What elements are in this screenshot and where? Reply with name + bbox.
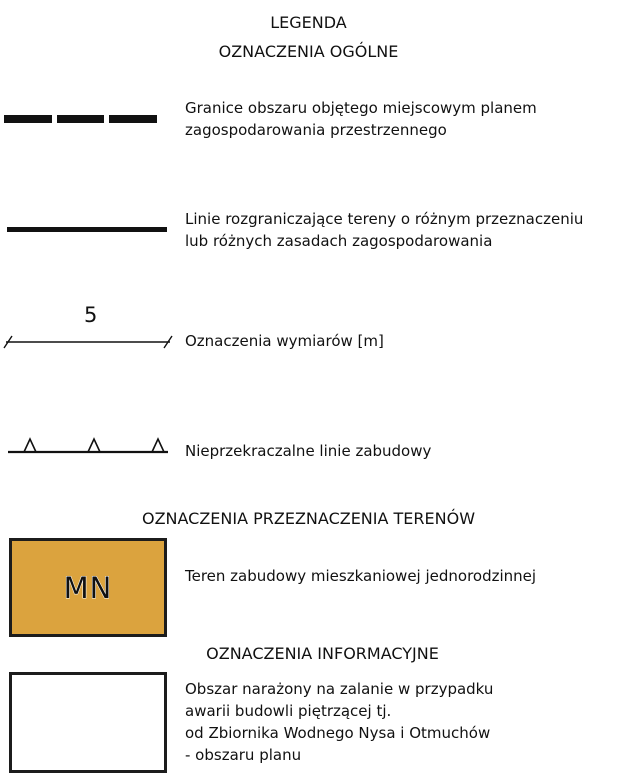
flood-area-description bbox=[185, 678, 493, 766]
description-line: lub różnych zasadach zagospodarowania bbox=[185, 232, 493, 250]
dashed-thick-line-icon bbox=[4, 112, 160, 126]
boundary-description bbox=[185, 97, 537, 141]
dimension-description bbox=[185, 330, 384, 352]
building-line-icon bbox=[8, 434, 170, 456]
description-line: - obszaru planu bbox=[185, 746, 302, 764]
description-line: zagospodarowania przestrzennego bbox=[185, 121, 447, 139]
description-line: Obszar narażony na zalanie w przypadku bbox=[185, 680, 494, 698]
demarcation-description bbox=[185, 208, 583, 252]
flood-area-icon bbox=[9, 672, 167, 773]
dimension-value: 5 bbox=[84, 303, 98, 327]
mn-zone-icon bbox=[9, 538, 167, 637]
legend-title: LEGENDA bbox=[270, 13, 347, 32]
mn-zone-code: MN bbox=[63, 570, 113, 605]
informational-section-heading: OZNACZENIA INFORMACYJNE bbox=[206, 644, 439, 663]
mn-zone-description bbox=[185, 565, 536, 587]
description-line: Linie rozgraniczające tereny o różnym przeznaczeniu bbox=[185, 210, 584, 228]
solid-thick-line-icon bbox=[7, 224, 169, 236]
building-line-description bbox=[185, 440, 431, 462]
description-line: od Zbiornika Wodnego Nysa i Otmuchów bbox=[185, 724, 491, 742]
description-line: Oznaczenia wymiarów [m] bbox=[185, 332, 384, 350]
dimension-line-icon bbox=[2, 332, 174, 352]
general-section-heading: OZNACZENIA OGÓLNE bbox=[218, 42, 399, 61]
description-line: awarii budowli piętrzącej tj. bbox=[185, 702, 392, 720]
description-line: Teren zabudowy mieszkaniowej jednorodzinnej bbox=[185, 567, 537, 585]
description-line: Nieprzekraczalne linie zabudowy bbox=[185, 442, 432, 460]
description-line: Granice obszaru objętego miejscowym planem bbox=[185, 99, 537, 117]
land-use-section-heading: OZNACZENIA PRZEZNACZENIA TERENÓW bbox=[141, 509, 476, 528]
